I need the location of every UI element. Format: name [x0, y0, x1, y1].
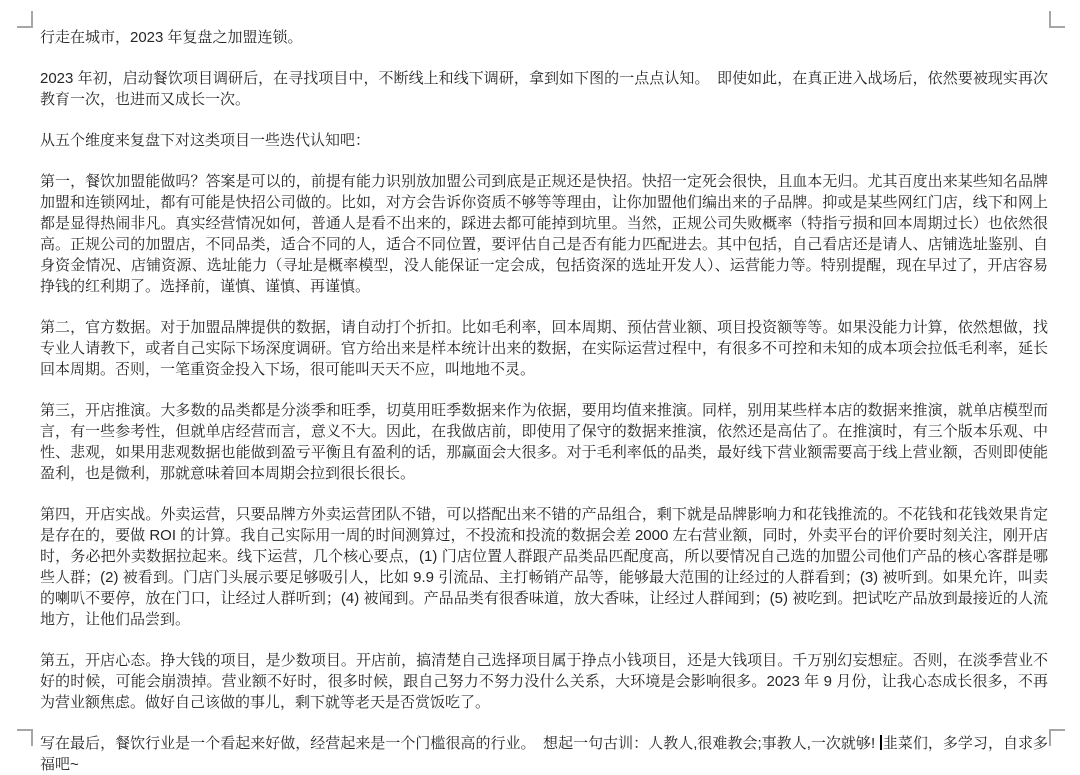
paragraph-title-line[interactable]: 行走在城市，2023 年复盘之加盟连锁。: [40, 29, 303, 46]
closing-text-after-caret: 韭菜们，多学习，自求多福吧~: [40, 735, 1048, 773]
margin-crop-mark-bottom-right: [1049, 729, 1065, 746]
paragraph-five-dimensions-lead[interactable]: 从五个维度来复盘下对这类项目一些迭代认知吧：: [40, 132, 371, 149]
margin-crop-mark-top-left: [17, 11, 33, 28]
paragraph-closing[interactable]: [40, 733, 1048, 775]
margin-crop-mark-bottom-left: [17, 729, 33, 746]
paragraph-intro[interactable]: 2023 年初，启动餐饮项目调研后，在寻找项目中，不断线上和线下调研，拿到如下图的一点点认知。 即使如此，在真正进入战场后，依然要被现实再次教育一次，也进而又成长一次。: [40, 70, 1048, 108]
margin-crop-mark-top-right: [1049, 11, 1065, 28]
paragraph-point-3[interactable]: 第三，开店推演。大多数的品类都是分淡季和旺季，切莫用旺季数据来作为依据，要用均值来推演。同样，别用某些样本店的数据来推演，就单店模型而言，有一些参考性，但就单店经营而言，意义不大。因此，在我做店前，即使用了保守的数据来推演，依然还是高估了。在推演时，有三个版本乐观、中性、悲观，如果用悲观数据也能做到盈亏平衡且有盈利的话，那赢面会大很多。对于毛利率低的品类，最好线下营业额需要高于线上营业额，否则即使能盈利，也是微利，那就意味着回本周期会拉到很长很长。: [40, 402, 1048, 482]
text-caret: [880, 735, 882, 750]
paragraph-point-1[interactable]: 第一，餐饮加盟能做吗？答案是可以的，前提有能力识别放加盟公司到底是正规还是快招。快招一定死会很快，且血本无归。尤其百度出来某些知名品牌加盟和连锁网址，都有可能是快招公司做的。比如，对方会告诉你资质不够等等理由，让你加盟他们编出来的子品牌。抑或是某些网红门店，线下和网上都是显得热闹非凡。真实经营情况如何，普通人是看不出来的，踩进去都可能掉到坑里。当然，正规公司失败概率（特指亏损和回本周期过长）也依然很高。正规公司的加盟店，不同品类，适合不同的人，适合不同位置，要评估自己是否有能力匹配进去。其中包括，自己看店还是请人、店铺选址鉴别、自身资金情况、店铺资源、选址能力（寻址是概率模型，没人能保证一定会成，包括资深的选址开发人）、运营能力等。特别提醒，现在早过了，开店容易挣钱的红利期了。选择前，谨慎、谨慎、再谨慎。: [40, 173, 1048, 295]
paragraph-point-5[interactable]: 第五，开店心态。挣大钱的项目，是少数项目。开店前，搞清楚自己选择项目属于挣点小钱项目，还是大钱项目。千万别幻妄想症。否则，在淡季营业不好的时候，可能会崩溃掉。营业额不好时，很多时候，跟自己努力不努力没什么关系，大环境是会影响很多。2023 年 9 月份，让我心态成长很多，不再为营业额焦虑。做好自己该做的事儿，剩下就等老天是否赏饭吃了。: [40, 652, 1048, 711]
closing-text-before-caret: 写在最后，餐饮行业是一个看起来好做，经营起来是一个门槛很高的行业。 想起一句古训：人教人,很难教会;事教人,一次就够!: [40, 735, 880, 752]
document-body-text-area[interactable]: [40, 27, 1048, 775]
paragraph-point-2[interactable]: 第二，官方数据。对于加盟品牌提供的数据，请自动打个折扣。比如毛利率，回本周期、预估营业额、项目投资额等等。如果没能力计算，依然想做，找专业人请教下，或者自己实际下场深度调研。官方给出来是样本统计出来的数据，在实际运营过程中，有很多不可控和未知的成本项会拉低毛利率，延长回本周期。否则，一笔重资金投入下场，很可能叫天天不应，叫地地不灵。: [40, 319, 1048, 378]
paragraph-point-4[interactable]: 第四，开店实战。外卖运营，只要品牌方外卖运营团队不错，可以搭配出来不错的产品组合，剩下就是品牌影响力和花钱推流的。不花钱和花钱效果肯定是存在的，要做 ROI 的计算。我自己实际用一周的时间测算过，不投流和投流的数据会差 2000 左右营业额，同时，外卖平台的评价要时刻关注，刚开店时，务必把外卖数据拉起来。线下运营，几个核心要点，(1) 门店位置人群跟产品类品匹配度高，所以要情况自己选的加盟公司他们产品的核心客群是哪些人群；(2) 被看到。门店门头展示要足够吸引人，比如 9.9 引流品、主打畅销产品等，能够最大范围的让经过的人群看到；(3) 被听到。如果允许，叫卖的喇叭不要停，放在门口，让经过人群听到；(4) 被闻到。产品品类有很香味道，放大香味，让经过人群闻到；(5) 被吃到。把试吃产品放到最接近的人流地方，让他们品尝到。: [40, 506, 1048, 628]
